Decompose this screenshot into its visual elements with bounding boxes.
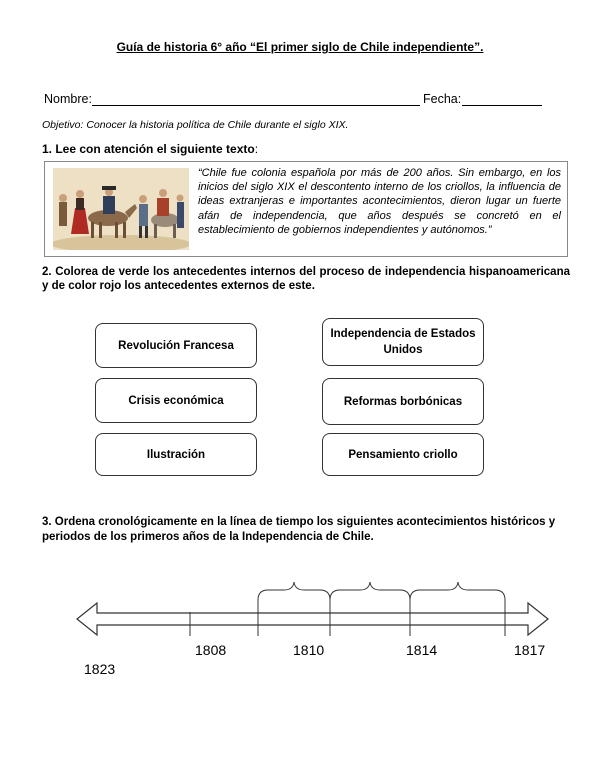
painting-illustration xyxy=(53,168,189,250)
reading-box xyxy=(44,161,568,257)
period-brace-3[interactable] xyxy=(410,582,505,600)
colonial-painting-image xyxy=(53,168,189,250)
objective-text: Objetivo: Conocer la historia política de Chile durante el siglo XIX. xyxy=(42,119,349,131)
period-brace-2[interactable] xyxy=(330,582,410,600)
year-label-1810: 1810 xyxy=(293,642,325,658)
section1-heading xyxy=(42,142,258,156)
section1-heading-colon: : xyxy=(254,142,259,156)
date-field[interactable] xyxy=(462,105,542,106)
card-pensamiento-criollo[interactable]: Pensamiento criollo xyxy=(322,433,484,476)
card-ilustracion[interactable]: Ilustración xyxy=(95,433,257,476)
card-reformas-borbonicas[interactable]: Reformas borbónicas xyxy=(322,378,484,425)
card-revolucion-francesa[interactable]: Revolución Francesa xyxy=(95,323,257,368)
card-independencia-eeuu[interactable]: Independencia de Estados Unidos xyxy=(322,318,484,366)
section3-instruction: 3. Ordena cronológicamente en la línea de tiempo los siguientes acontecimientos históricos y periodos de los primeros años de la Independencia de Chile. xyxy=(42,516,556,543)
period-brace-1[interactable] xyxy=(258,582,330,600)
name-field[interactable] xyxy=(92,105,420,106)
card-crisis-economica[interactable]: Crisis económica xyxy=(95,378,257,423)
date-label: Fecha: xyxy=(423,92,462,106)
section1-heading-text: 1. Lee con atención el siguiente texto xyxy=(42,142,255,156)
reading-quote: “Chile fue colonia española por más de 200 años. Sin embargo, en los inicios del siglo XIX el descontento interno de los criollos, la influencia de ideas extranjeras e importantes acontecimientos, dieron lugar un fuerte afán de independencia, que años después se concretó en el establecimiento de gobiernos independientes y autónomos.” xyxy=(198,167,561,236)
year-label-1823: 1823 xyxy=(84,661,116,677)
name-label: Nombre: xyxy=(44,92,92,106)
timeline xyxy=(0,560,600,650)
name-row xyxy=(44,92,92,106)
year-label-1814: 1814 xyxy=(406,642,438,658)
timeline-arrow xyxy=(77,603,548,635)
year-label-1817: 1817 xyxy=(514,642,546,658)
year-label-1808: 1808 xyxy=(195,642,227,658)
page-title: Guía de historia 6° año “El primer siglo de Chile independiente”. xyxy=(116,40,484,54)
section2-instruction: 2. Colorea de verde los antecedentes internos del proceso de independencia hispanoamericana y de color rojo los antecedentes externos de este. xyxy=(42,266,570,292)
